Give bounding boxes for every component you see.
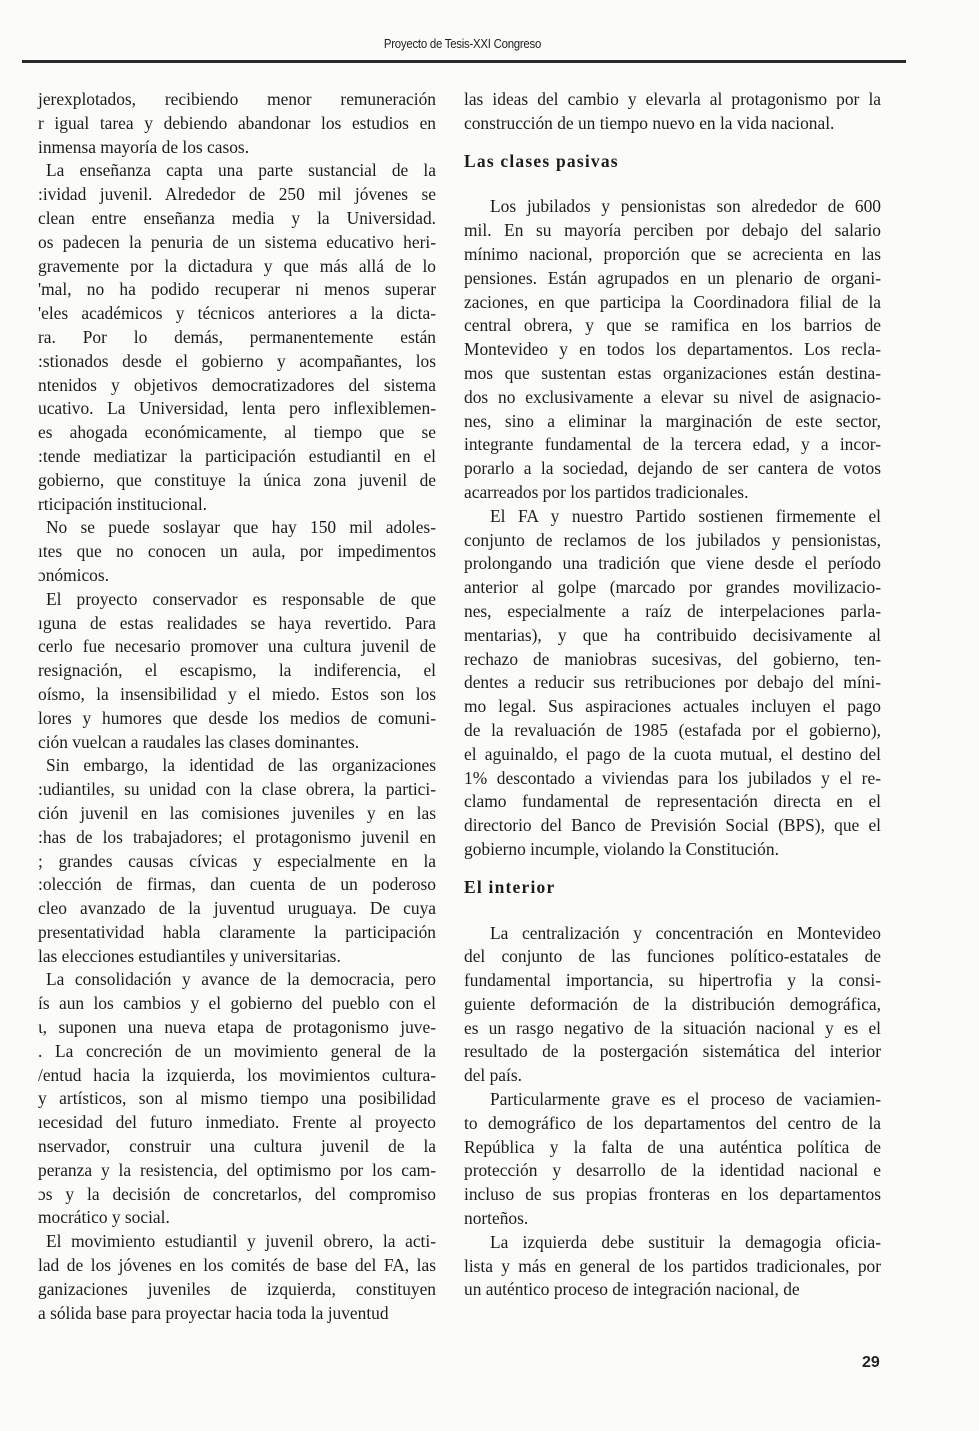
text-line: clean entre enseñanza media y la Universidad. xyxy=(38,207,436,228)
text-line: las elecciones estudiantiles y universitarias. xyxy=(38,945,341,966)
text-line: ción vuelcan a raudales las clases dominantes. xyxy=(38,731,360,752)
text-line: ra. Por lo demás, permanentemente están xyxy=(38,326,436,347)
text-line: cerlo fue necesario promover una cultura juvenil de xyxy=(38,636,436,657)
text-line: ι, suponen una nueva etapa de protagonismo juve- xyxy=(38,1017,436,1038)
text-line: ɔnómicos. xyxy=(38,564,109,585)
text-line: No se puede soslayar que hay 150 mil adoles- xyxy=(46,517,436,538)
text-line: es un rasgo negativo de la situación nacional y es el xyxy=(464,1017,881,1038)
text-line: acarreados por los partidos tradicionales. xyxy=(464,481,749,502)
text-line: inmensa mayoría de los casos. xyxy=(38,136,250,157)
text-line: mínimo nacional, proporción que se acrecienta en las xyxy=(464,243,881,264)
section-heading-interior: El interior xyxy=(464,876,556,897)
text-line: ntenidos y objetivos democratizadores del sistema xyxy=(38,374,436,395)
text-line: ıecesidad del futuro inmediato. Frente al proyecto xyxy=(38,1112,436,1133)
text-line: mo legal. Sus aspiraciones actuales incluyen el pago xyxy=(464,696,881,717)
text-line: os padecen la penuria de un sistema educativo heri- xyxy=(38,231,436,252)
text-line: El proyecto conservador es responsable de que xyxy=(46,588,436,609)
text-line: a sólida base para proyectar hacia toda la juventud xyxy=(38,1302,389,1323)
text-line: 1% descontado a viviendas para los jubilados y el re- xyxy=(464,767,881,788)
text-line: y artísticos, son al mismo tiempo una posibilidad xyxy=(38,1088,436,1109)
text-line: un auténtico proceso de integración nacional, de xyxy=(464,1279,800,1300)
text-line: dos no exclusivamente a elevar su nivel de asignacio- xyxy=(464,386,881,407)
text-line: ganizaciones juveniles de izquierda, constituyen xyxy=(38,1278,436,1299)
text-line: La consolidación y avance de la democracia, pero xyxy=(46,969,436,990)
text-line: :udiantiles, su unidad con la clase obrera, la partici- xyxy=(38,779,436,800)
text-line: lista y más en general de los partidos tradicionales, por xyxy=(464,1255,881,1276)
text-line: El movimiento estudiantil y juvenil obrero, la acti- xyxy=(46,1231,436,1252)
text-line: porarlo a la sociedad, dejando de ser cantera de votos xyxy=(464,458,881,479)
text-line: mocrático y social. xyxy=(38,1207,170,1228)
left-column xyxy=(0,88,441,1325)
section-body-clases-pasivas xyxy=(464,195,881,861)
text-line: las ideas del cambio y elevarla al protagonismo por la xyxy=(464,89,881,109)
text-line: ; grandes causas cívicas y especialmente en la xyxy=(38,850,436,871)
text-line: ucativo. La Universidad, lenta pero inflexiblemen- xyxy=(38,398,436,419)
header-rule xyxy=(22,60,906,63)
text-line: Los jubilados y pensionistas son alrededor de 600 xyxy=(490,196,881,217)
text-line: norteños. xyxy=(464,1208,529,1229)
text-line: incluso de sus propias fronteras en los departamentos xyxy=(464,1184,881,1205)
text-line: mil. En su mayoría perciben por debajo del salario xyxy=(464,220,881,241)
text-line: :tende mediatizar la participación estudiantil en el xyxy=(38,445,436,466)
text-line: clamo fundamental de representación directa en el xyxy=(464,791,881,812)
text-line: 'mal, no ha podido recuperar ni menos superar xyxy=(38,279,436,300)
text-line: El FA y nuestro Partido sostienen firmemente el xyxy=(490,505,881,526)
text-line: La enseñanza capta una parte sustancial de la xyxy=(46,160,436,181)
text-line: La centralización y concentración en Montevideo xyxy=(490,922,881,943)
text-line: es ahogada económicamente, al tiempo que se xyxy=(38,422,436,443)
text-line: dentes a reducir sus retribuciones por debajo del míni- xyxy=(464,672,881,693)
text-line: gravemente por la dictadura y que más allá de lo xyxy=(38,255,436,276)
right-intro-text xyxy=(464,88,881,136)
text-line: ción juvenil en las comisiones juveniles y en las xyxy=(38,802,436,823)
text-line: ɔs y la decisión de concretarlos, del compromiso xyxy=(38,1183,436,1204)
text-line: rechazo de maniobras sucesivas, del gobierno, ten- xyxy=(464,648,881,669)
text-line: . La concreción de un movimiento general de la xyxy=(38,1040,436,1061)
text-line: ıtes que no conocen un aula, por impedimentos xyxy=(38,541,436,562)
text-line: zaciones, en que participa la Coordinadora filial de la xyxy=(464,291,881,312)
text-line: r igual tarea y debiendo abandonar los estudios en xyxy=(38,112,436,133)
text-line: La izquierda debe sustituir la demagogia oficia- xyxy=(490,1231,881,1252)
text-line: conjunto de reclamos de los jubilados y pensionistas, xyxy=(464,529,881,550)
text-line: prolongando una tradición que viene desde el período xyxy=(464,553,881,574)
text-line: presentatividad habla claramente la participación xyxy=(38,921,436,942)
text-line: oísmo, la insensibilidad y el miedo. Estos son los xyxy=(38,683,436,704)
text-line: Montevideo y en todos los departamentos. Los recla- xyxy=(464,339,881,360)
text-line: /entud hacia la izquierda, los movimientos cultura- xyxy=(38,1064,436,1085)
text-line: el aguinaldo, el pago de la cuota mutual, el destino del xyxy=(464,743,881,764)
text-line: :olección de firmas, dan cuenta de un poderoso xyxy=(38,874,436,895)
text-line: fundamental importancia, su hipertrofia y la consi- xyxy=(464,970,881,991)
section-heading-clases-pasivas: Las clases pasivas xyxy=(464,150,619,171)
text-line: gobierno, que constituye la única zona juvenil de xyxy=(38,469,436,490)
text-line: República y la falta de una auténtica política de xyxy=(464,1136,881,1157)
text-line: gobierno incumple, violando la Constitución. xyxy=(464,838,779,859)
text-line: nes, especialmente a raíz de interpelaciones parla- xyxy=(464,600,881,621)
text-line: to demográfico de los departamentos del centro de la xyxy=(464,1112,881,1133)
text-line: resultado de la postergación sistemática del interior xyxy=(464,1041,881,1062)
text-line: mentarias), y que ha contribuido decisivamente al xyxy=(464,624,881,645)
text-line: integrante fundamental de la tercera edad, y a incor- xyxy=(464,434,881,455)
text-line: guiente deformación de la distribución demográfica, xyxy=(464,993,881,1014)
text-line: anterior al golpe (marcado por grandes movilizacio- xyxy=(464,577,881,598)
text-line: directorio del Banco de Previsión Social (BPS), que el xyxy=(464,815,881,836)
text-line: central obrera, y que se ramifica en los barrios de xyxy=(464,315,881,336)
text-line: Particularmente grave es el proceso de vaciamien- xyxy=(490,1089,881,1110)
text-line: peranza y la resistencia, del optimismo por los cam- xyxy=(38,1159,436,1180)
text-line: del país. xyxy=(464,1065,522,1086)
text-line: mos que sustentan estas organizaciones están destina- xyxy=(464,362,881,383)
text-line: ís aun los cambios y el gobierno del pueblo con el xyxy=(38,993,436,1014)
text-line: construcción de un tiempo nuevo en la vida nacional. xyxy=(464,112,835,133)
text-line: :has de los trabajadores; el protagonismo juvenil en xyxy=(38,826,436,847)
text-line: :stionados desde el gobierno y acompañantes, los xyxy=(38,350,436,371)
right-column xyxy=(464,88,881,1302)
text-line: ıguna de estas realidades se haya revertido. Para xyxy=(38,612,436,633)
text-line: del conjunto de las funciones político-estatales de xyxy=(464,946,881,967)
text-line: :ividad juvenil. Alrededor de 250 mil jóvenes se xyxy=(38,184,436,205)
text-line: Sin embargo, la identidad de las organizaciones xyxy=(46,755,436,776)
text-line: cleo avanzado de la juventud uruguaya. De cuya xyxy=(38,898,436,919)
text-line: rticipación institucional. xyxy=(38,493,208,514)
text-line: lores y humores que desde los medios de comuni- xyxy=(38,707,436,728)
left-column-text xyxy=(0,88,436,1325)
text-line: protección y desarrollo de la identidad nacional e xyxy=(464,1160,881,1181)
text-line: jerexplotados, recibiendo menor remuneración xyxy=(38,89,436,109)
text-line: lad de los jóvenes en los comités de base del FA, las xyxy=(38,1255,436,1276)
text-line: nes, sino a eliminar la marginación de este sector, xyxy=(464,410,881,431)
text-line: 'eles académicos y técnicos anteriores a la dicta- xyxy=(38,303,436,324)
text-line: resignación, el escapismo, la indiferencia, el xyxy=(38,660,436,681)
section-body-interior xyxy=(464,922,881,1303)
text-line: pensiones. Están agrupados en un plenario de organi- xyxy=(464,267,881,288)
text-line: nservador, construir una cultura juvenil de la xyxy=(38,1136,436,1157)
running-header: Proyecto de Tesis-XXI Congreso xyxy=(383,36,542,51)
text-line: de la revaluación de 1985 (estafada por el gobierno), xyxy=(464,719,881,740)
page-number: 29 xyxy=(862,1354,880,1371)
